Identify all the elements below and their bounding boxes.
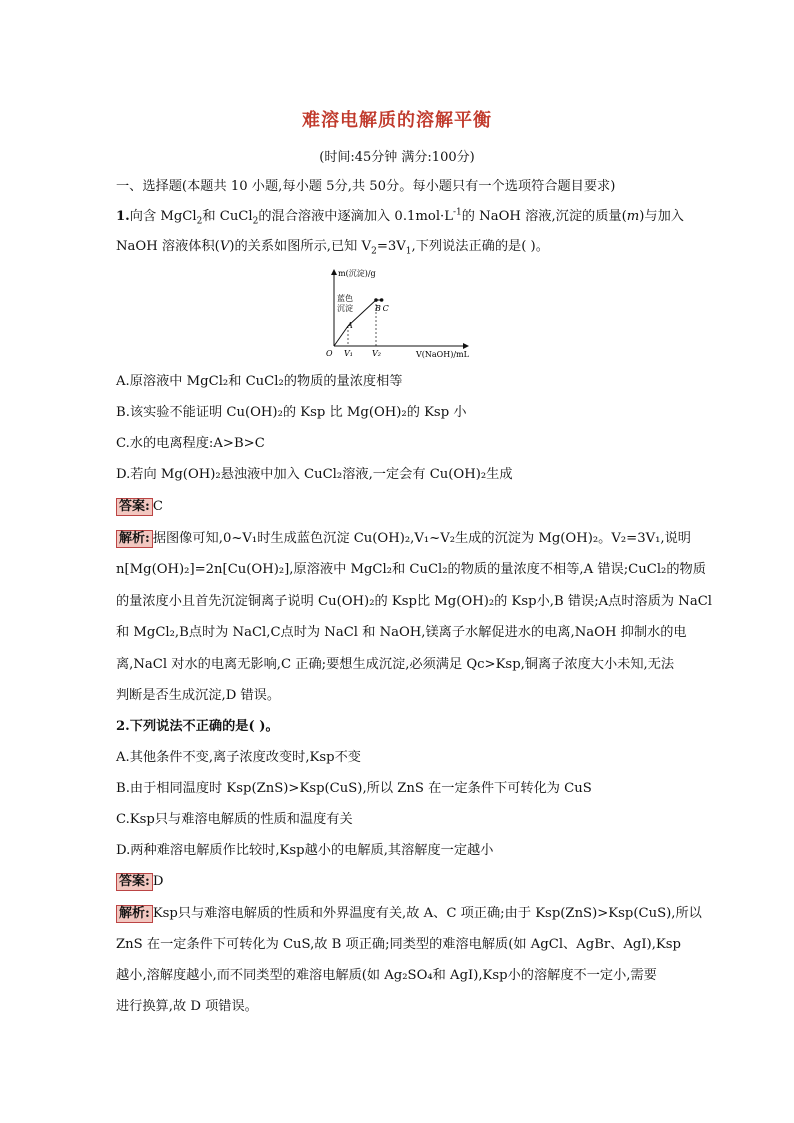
q1-number: 1. bbox=[116, 209, 130, 224]
series-line-cuoh2 bbox=[334, 326, 348, 346]
q2-option-b: B.由于相同温度时 Ksp(ZnS)>Ksp(CuS),所以 ZnS 在一定条件下可转化为 CuS bbox=[116, 781, 592, 796]
q1-option-b: B.该实验不能证明 Cu(OH)₂的 Ksp 比 Mg(OH)₂的 Ksp 小 bbox=[116, 405, 467, 420]
q1-analysis-line: n[Mg(OH)₂]=2n[Cu(OH)₂],原溶液中 MgCl₂和 CuCl₂的物质的量浓度不相等,A 错误;CuCl₂的物质 bbox=[116, 562, 706, 577]
q1-analysis-line: 判断是否生成沉淀,D 错误。 bbox=[116, 688, 281, 703]
q2-option-c: C.Ksp只与难溶电解质的性质和温度有关 bbox=[116, 812, 353, 827]
q1-option-d: D.若向 Mg(OH)₂悬浊液中加入 CuCl₂溶液,一定会有 Cu(OH)₂生成 bbox=[116, 467, 513, 482]
q1-analysis-line: 离,NaCl 对水的电离无影响,C 正确;要想生成沉淀,必须满足 Qc>Ksp,铜离子浓度大小未知,无法 bbox=[116, 657, 675, 672]
q1-option-a: A.原溶液中 MgCl₂和 CuCl₂的物质的量浓度相等 bbox=[116, 374, 403, 389]
x-axis-label: V(NaOH)/mL bbox=[416, 350, 469, 359]
answer-tag: 答案: bbox=[116, 498, 153, 516]
x-tick-v1: V₁ bbox=[344, 349, 353, 358]
q1-analysis-line: 和 MgCl₂,B点时为 NaCl,C点时为 NaCl 和 NaOH,镁离子水解促进水的电离,NaOH 抑制水的电 bbox=[116, 625, 687, 640]
analysis-tag: 解析: bbox=[116, 905, 153, 923]
answer-value: C bbox=[152, 499, 163, 514]
page-title: 难溶电解质的溶解平衡 bbox=[302, 110, 492, 131]
q1-analysis-line: 的量浓度小且首先沉淀铜离子说明 Cu(OH)₂的 Ksp比 Mg(OH)₂的 Ksp小,B 错误;A点时溶质为 NaCl bbox=[116, 594, 713, 609]
point-c bbox=[380, 298, 384, 302]
x-tick-v2: V₂ bbox=[372, 349, 381, 358]
q1-stem-line2: NaOH 溶液体积(V)的关系如图所示,已知 $V_2=3V_1$,下列说法正确的是( )。 bbox=[116, 239, 549, 257]
precipitate-mass-chart bbox=[318, 266, 478, 362]
q1-analysis-line: 解析: 据图像可知,0~V₁时生成蓝色沉淀 Cu(OH)₂,V₁~V₂生成的沉淀为 Mg(OH)₂。V₂=3V₁,说明 bbox=[116, 530, 691, 548]
q2-analysis-line: 解析: Ksp只与难溶电解质的性质和外界温度有关,故 A、C 项正确;由于 Ksp(ZnS)>Ksp(CuS),所以 bbox=[116, 905, 702, 923]
point-b-label: B bbox=[375, 304, 381, 313]
point-c-label: C bbox=[382, 304, 389, 313]
answer-tag: 答案: bbox=[116, 873, 153, 891]
q1-stem-line1: 1.向含 MgCl$_2$和 CuCl$_2$的混合溶液中逐滴加入 $0.1mol\cdot L^{-1}$的 NaOH 溶液,沉淀的质量(m)与加入 bbox=[116, 207, 684, 227]
y-axis-label: m(沉淀)/g bbox=[338, 269, 376, 278]
annotation-blue-line2: 沉淀 bbox=[337, 304, 353, 313]
time-and-score: (时间:45分钟 满分:100分) bbox=[319, 150, 475, 165]
q2-analysis-line: 进行换算,故 D 项错误。 bbox=[116, 999, 258, 1014]
q2-analysis-line: ZnS 在一定条件下可转化为 CuS,故 B 项正确;同类型的难溶电解质(如 AgCl、AgBr、AgI),Ksp bbox=[116, 937, 681, 952]
q1-answer bbox=[116, 498, 163, 516]
q2-stem: 2.下列说法不正确的是( )。 bbox=[116, 719, 279, 734]
q2-analysis-line: 越小,溶解度越小,而不同类型的难溶电解质(如 Ag₂SO₄和 AgI),Ksp小的溶解度不一定小,需要 bbox=[116, 968, 657, 983]
answer-value: D bbox=[152, 874, 164, 889]
point-b bbox=[374, 298, 378, 302]
origin-label: O bbox=[326, 349, 333, 358]
q1-option-c: C.水的电离程度:A>B>C bbox=[116, 436, 265, 451]
point-a-label: A bbox=[347, 321, 353, 330]
q2-answer bbox=[116, 873, 163, 891]
section-heading: 一、选择题(本题共 10 小题,每小题 5分,共 50分。每小题只有一个选项符合题目要求) bbox=[116, 179, 616, 194]
q2-option-d: D.两种难溶电解质作比较时,Ksp越小的电解质,其溶解度一定越小 bbox=[116, 843, 494, 858]
q2-option-a: A.其他条件不变,离子浓度改变时,Ksp不变 bbox=[116, 750, 361, 765]
analysis-tag: 解析: bbox=[116, 530, 153, 548]
annotation-blue-line1: 蓝色 bbox=[337, 294, 353, 303]
